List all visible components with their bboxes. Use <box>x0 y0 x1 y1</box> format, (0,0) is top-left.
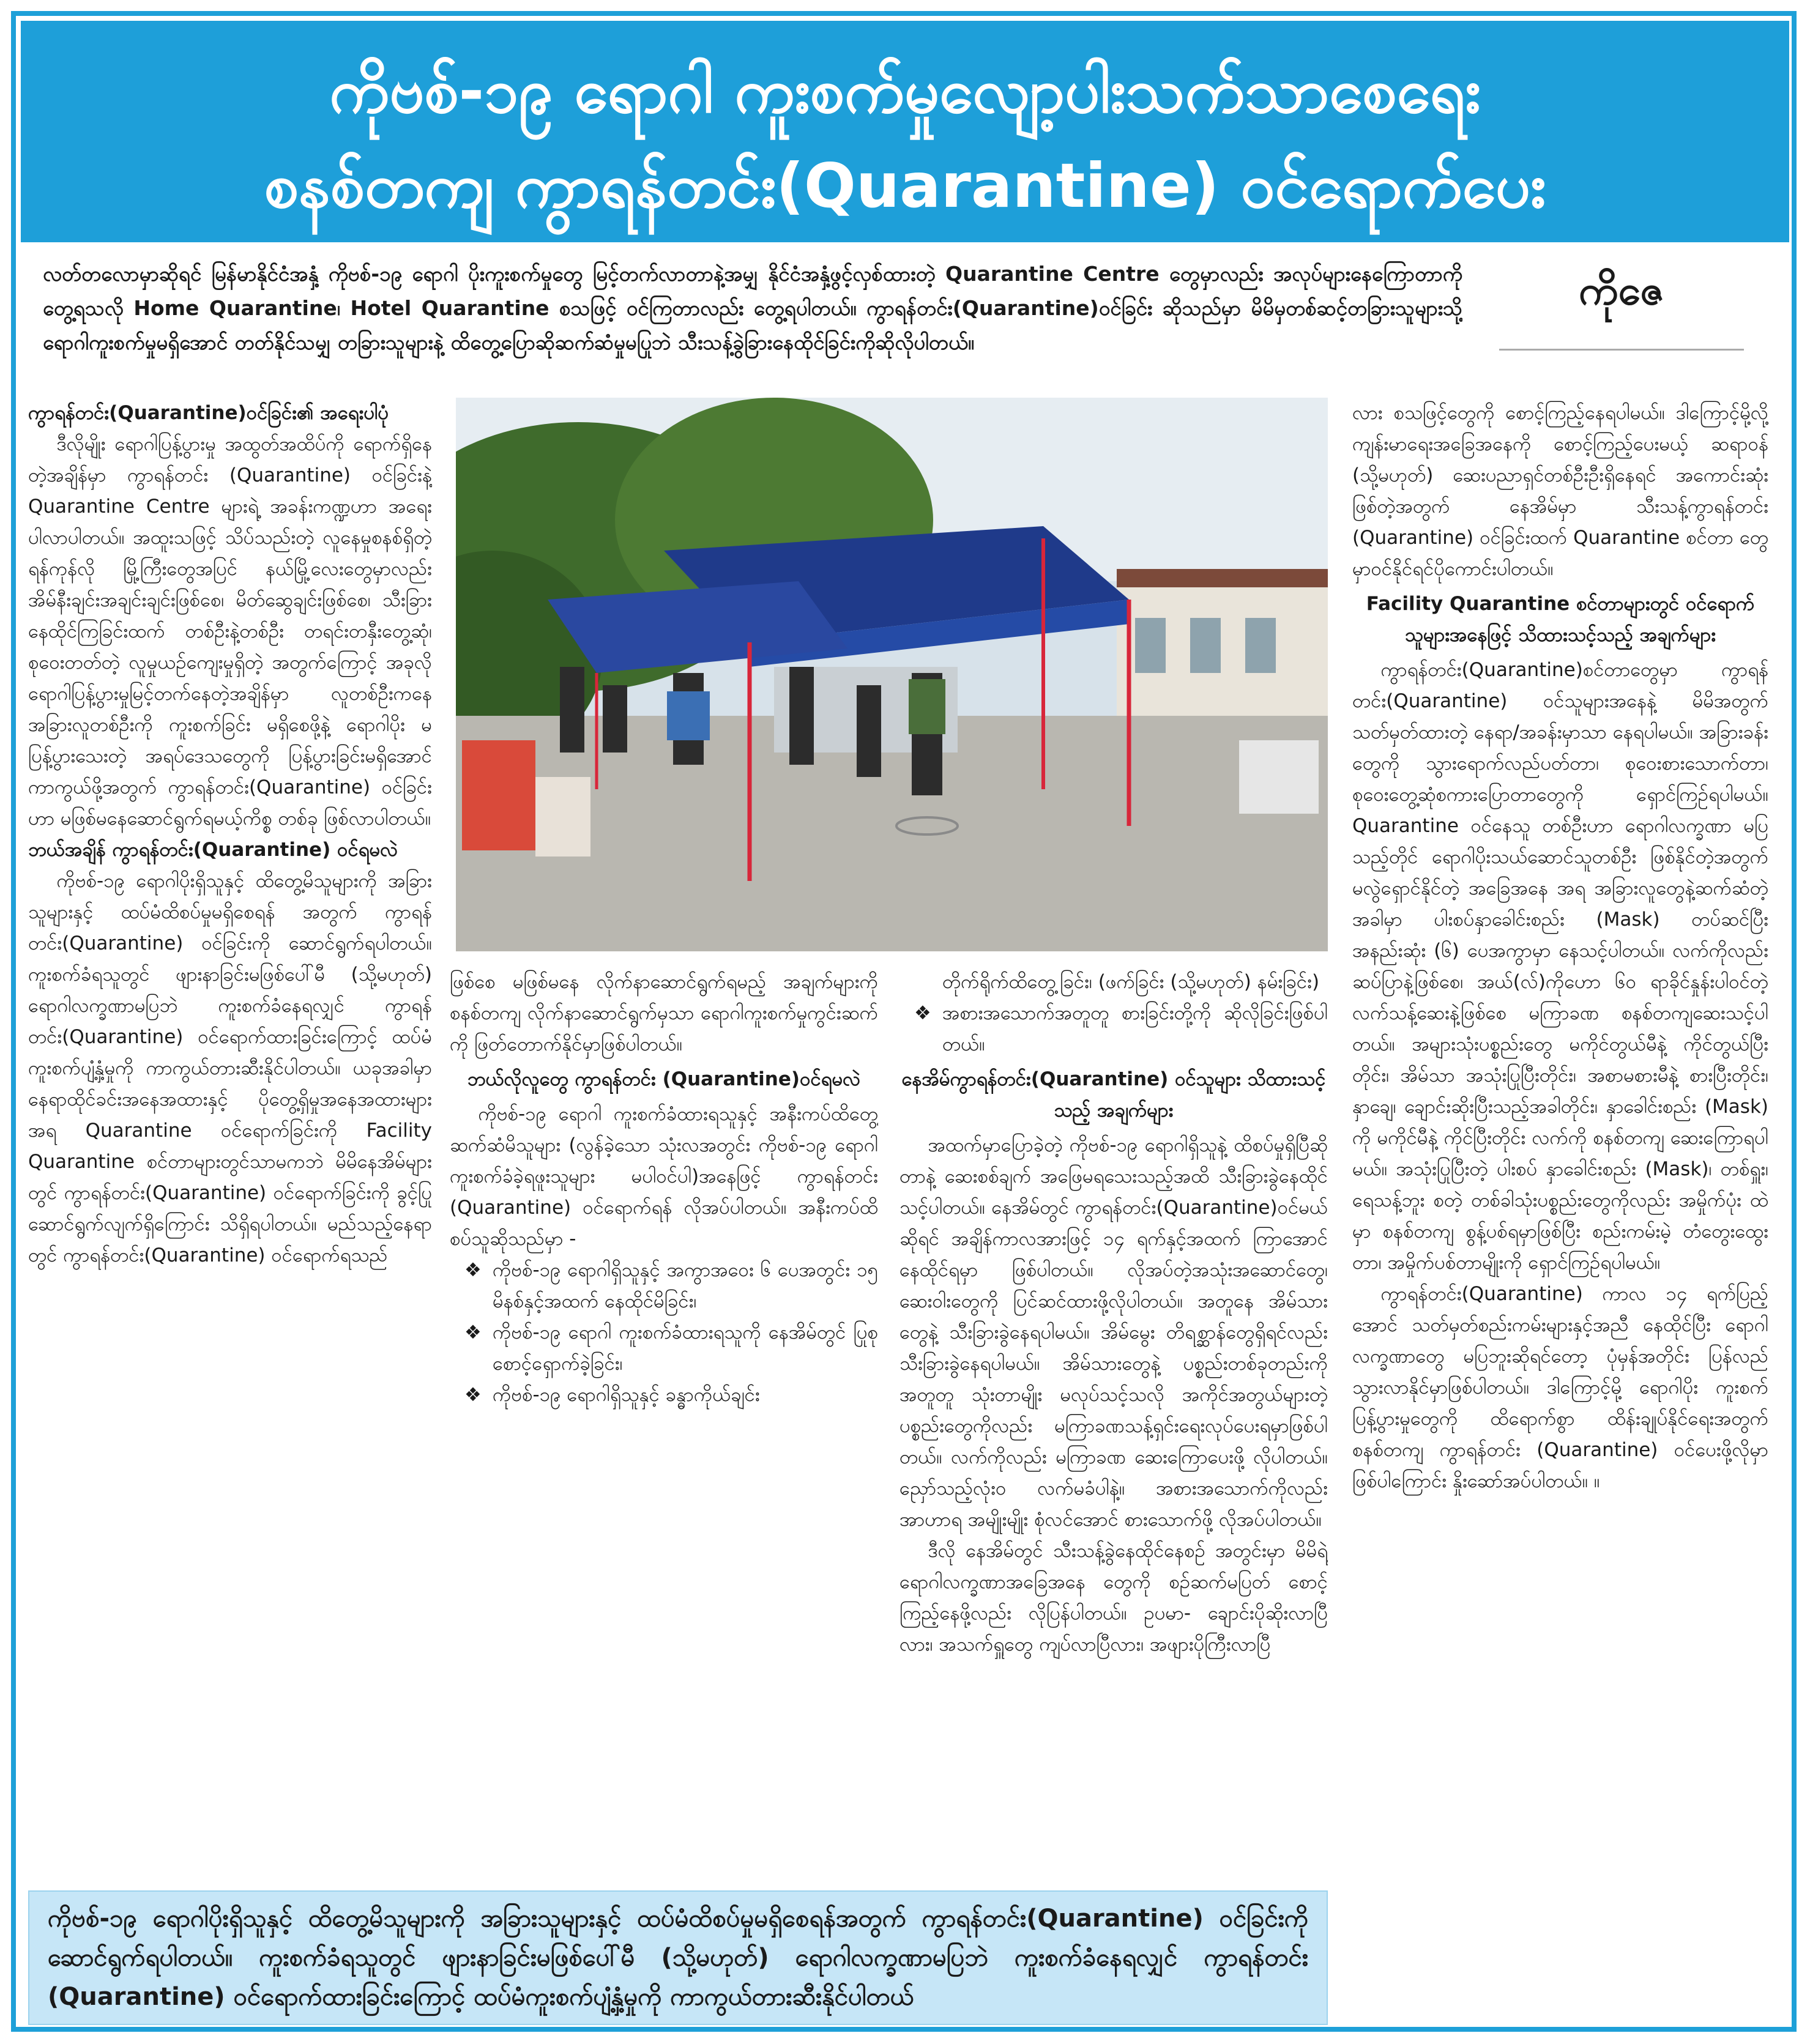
column-4 <box>1352 398 1768 2007</box>
list-item-text: အစားအသောက်အတူတူ စားခြင်းတို့ကို ဆိုလိုခြင်းဖြစ်ပါတယ်။ <box>942 1002 1328 1055</box>
headline-line-1: ကိုဗစ်-၁၉ ရောဂါ ကူးစက်မှုလျော့ပါးသက်သာစေရေး <box>329 55 1481 127</box>
list-item <box>450 1255 878 1317</box>
diamond-bullet-icon: ❖ <box>464 1259 482 1281</box>
paragraph: ဖြစ်စေ မဖြစ်မနေ လိုက်နာဆောင်ရွက်ရမည့် အချက်များကို စနစ်တကျ လိုက်နာဆောင်ရွက်မှသာ ရောဂါကူးစက်မှုကွင်းဆက်ကို ဖြတ်တောက်နိုင်မှာဖြစ်ပါတယ်။ <box>450 971 878 1055</box>
pull-quote-text: ကိုဗစ်-၁၉ ရောဂါပိုးရှိသူနှင့် ထိတွေ့မိသူများကို အခြားသူများနှင့် ထပ်မံထိစပ်မှုမရှိစေရန်အတွက် ကွာရန်တင်း(Quarantine) ဝင်ခြင်းကို ဆောင်ရွက်ရပါတယ်။ ကူးစက်ခံရသူတွင် ဖျားနာခြင်းမဖြစ်ပေါ်မီ (သို့မဟုတ်) ရောဂါလက္ခဏာမပြဘဲ ကူးစက်ခံနေရလျှင် ကွာရန်တင်း (Quarantine) ဝင်ရောက်ထားခြင်းကြောင့် ထပ်မံကူးစက်ပျံ့နှံ့မှုကို ကာကွယ်တားဆီးနိုင်ပါတယ် <box>48 1905 1308 2011</box>
article-header <box>21 21 1789 242</box>
lede-text: လတ်တလောမှာဆိုရင် မြန်မာနိုင်ငံအနှံ့ ကိုဗစ်-၁၉ ရောဂါ ပိုးကူးစက်မှုတွေ မြင့်တက်လာတာနဲ့အမျှ နိုင်ငံအနှံ့ဖွင့်လှစ်ထားတဲ့ Quarantine Centre တွေမှာလည်း အလုပ်များနေကြောတာကို တွေ့ရသလို Home Quarantine၊ Hotel Quarantine စသဖြင့် ဝင်ကြတာလည်း တွေ့ရပါတယ်။ ကွာရန်တင်း(Quarantine)ဝင်ခြင်း ဆိုသည်မှာ မိမိမှတစ်ဆင့်တခြားသူများသို့ ရောဂါကူးစက်မှုမရှိအောင် တတ်နိုင်သမျှ တခြားသူများနဲ့ ထိတွေ့ပြောဆိုဆက်ဆံမှုမပြုဘဲ သီးသန့်ခွဲခြားနေထိုင်ခြင်းကိုဆိုလိုပါတယ်။ <box>43 262 1462 354</box>
list-item <box>899 998 1328 1060</box>
author-name: ကိုဇေ <box>1579 267 1664 314</box>
paragraph: ကွာရန်တင်း(Quarantine)စင်တာတွေမှာ ကွာရန်တင်း(Quarantine) ဝင်သူများအနေနဲ့ မိမိအတွက် သတ်မှတ်ထားတဲ့ နေရာ/အခန်းမှာသာ နေရပါမယ်။ အခြားခန်းတွေကို သွားရောက်လည်ပတ်တာ၊ စုဝေးစားသောက်တာ၊ စုဝေးတွေ့ဆုံစကားပြောတာတွေကို ရှောင်ကြဉ်ရပါမယ်။ Quarantine ဝင်နေသူ တစ်ဦးဟာ ရောဂါလက္ခဏာ မပြသည့်တိုင် ရောဂါပိုးသယ်ဆောင်သူတစ်ဦး ဖြစ်နိုင်တဲ့အတွက် မလွဲရှောင်နိုင်တဲ့ အခြေအနေ အရ အခြားလူတွေနဲ့ဆက်ဆံတဲ့အခါမှာ ပါးစပ်နှာခေါင်းစည်း (Mask) တပ်ဆင်ပြီး အနည်းဆုံး (၆) ပေအကွာမှာ နေသင့်ပါတယ်။ လက်ကိုလည်း ဆပ်ပြာနဲ့ဖြစ်စေ၊ အယ်(လ်)ကိုဟော ၆ဝ ရာခိုင်နှုန်းပါဝင်တဲ့ လက်သန့်ဆေးနဲ့ဖြစ်စေ မကြာခဏ စနစ်တကျဆေးသင့်ပါတယ်။ အများသုံးပစ္စည်းတွေ မကိုင်တွယ်မီနဲ့ ကိုင်တွယ်ပြီးတိုင်း၊ အိမ်သာ အသုံးပြုပြီးတိုင်း၊ အစာမစားမီနဲ့ စားပြီးတိုင်း၊ နှာချေ၊ ချောင်းဆိုးပြီးသည့်အခါတိုင်း၊ နှာခေါင်းစည်း (Mask) ကို မကိုင်မီနဲ့ ကိုင်ပြီးတိုင်း လက်ကို စနစ်တကျ ဆေးကြောရပါမယ်။ အသုံးပြုပြီးတဲ့ ပါးစပ် နှာခေါင်းစည်း (Mask)၊ တစ်ရှူး၊ ရေသန့်ဘူး စတဲ့ တစ်ခါသုံးပစ္စည်းတွေကိုလည်း အမှိုက်ပုံး ထဲမှာ စနစ်တကျ စွန့်ပစ်ရမှာဖြစ်ပြီး စည်းကမ်းမဲ့ တံတွေးထွေးတာ၊ အမှိုက်ပစ်တာမျိုးကို ရှောင်ကြဉ်ရပါမယ်။ <box>1352 659 1768 1274</box>
headline-line-2: စနစ်တကျ ကွာရန်တင်း(Quarantine) ဝင်ရောက်ပေး <box>264 150 1546 221</box>
article-lede <box>43 257 1462 361</box>
byline-divider <box>1499 349 1744 351</box>
list-item-text: ကိုဗစ်-၁၉ ရောဂါရှိသူနှင့် ခန္ဓာကိုယ်ချင်း <box>493 1384 760 1406</box>
subheading-facility-quarantine: Facility Quarantine စင်တာများတွင် ဝင်ရောက်သူများအနေဖြင့် သိထားသင့်သည့် အချက်များ <box>1366 593 1755 646</box>
news-photo-quarantine-tents <box>456 398 1328 951</box>
column-2 <box>450 967 878 1878</box>
list-item-continuation: တိုက်ရိုက်ထိတွေ့ခြင်း၊ (ဖက်ခြင်း (သို့မဟုတ်) နမ်းခြင်း) <box>942 971 1320 993</box>
diamond-bullet-icon: ❖ <box>914 1002 931 1024</box>
diamond-bullet-icon: ❖ <box>464 1384 482 1406</box>
pull-quote-box <box>28 1890 1328 2025</box>
paragraph: ကိုဗစ်-၁၉ ရောဂါပိုးရှိသူနှင့် ထိတွေ့မိသူများကို အခြားသူများနှင့် ထပ်မံထိစပ်မှုမရှိစေရန် အတွက် ကွာရန်တင်း(Quarantine) ဝင်ခြင်းကို ဆောင်ရွက်ရပါတယ်။ ကူးစက်ခံရသူတွင် ဖျားနာခြင်းမဖြစ်ပေါ်မီ (သို့မဟုတ်) ရောဂါလက္ခဏာမပြဘဲ ကူးစက်ခံနေရလျှင် ကွာရန်တင်း(Quarantine) ဝင်ရောက်ထားခြင်းကြောင့် ထပ်မံကူးစက်ပျံ့နှံ့မှုကို ကာကွယ်တားဆီးနိုင်ပါတယ်။ ယခုအခါမှာ နေရာထိုင်ခင်းအနေအထားနှင့် ပိုတွေ့ရှိမှုအနေအထားများအရ Quarantine ဝင်ရောက်ခြင်းကို Facility Quarantine စင်တာများတွင်သာမကဘဲ မိမိနေအိမ်များတွင် ကွာရန်တင်း(Quarantine) ဝင်ရောက်ခြင်းကို ခွင့်ပြုဆောင်ရွက်လျက်ရှိကြောင်း သိရှိရပါတယ်။ မည်သည့်နေရာတွင် ကွာရန်တင်း(Quarantine) ဝင်ရောက်ရသည် <box>28 870 432 1266</box>
paragraph: ကိုဗစ်-၁၉ ရောဂါ ကူးစက်ခံထားရသူနှင့် အနီးကပ်ထိတွေ့ဆက်ဆံမိသူများ (လွန်ခဲ့သော သုံးလအတွင်း ကိုဗစ်-၁၉ ရောဂါ ကူးစက်ခံခဲ့ရဖူးသူများ မပါဝင်ပါ)အနေဖြင့် ကွာရန်တင်း (Quarantine) ဝင်ရောက်ရန် လိုအပ်ပါတယ်။ အနီးကပ်ထိစပ်သူဆိုသည်မှာ - <box>450 1103 878 1250</box>
photo-illustration <box>456 398 1328 951</box>
subheading-when: ဘယ်အချိန် ကွာရန်တင်း(Quarantine) ဝင်ရမလဲ <box>28 839 398 861</box>
column-3 <box>899 967 1328 2007</box>
paragraph: ဒီလိုမျိုး ရောဂါပြန့်ပွားမှု အထွတ်အထိပ်ကို ရောက်ရှိနေတဲ့အချိန်မှာ ကွာရန်တင်း (Quarantine) ဝင်ခြင်းနဲ့ Quarantine Centre များရဲ့ အခန်းကဏ္ဍဟာ အရေးပါလာပါတယ်။ အထူးသဖြင့် သိပ်သည်းတဲ့ လူနေမှုစနစ်ရှိတဲ့ ရန်ကုန်လို မြို့ကြီးတွေအပြင် နယ်မြို့လေးတွေမှာလည်း အိမ်နီးချင်းအချင်းချင်းဖြစ်စေ၊ မိတ်ဆွေချင်းဖြစ်စေ၊ သီးခြားနေထိုင်ကြခြင်းထက် တစ်ဦးနဲ့တစ်ဦး တရင်းတနှီးတွေ့ဆုံ၊ စုဝေးတတ်တဲ့ လူမှုယဉ်ကျေးမှုရှိတဲ့ အတွက်ကြောင့် အခုလို ရောဂါပြန့်ပွားမှုမြင့်တက်နေတဲ့အချိန်မှာ လူတစ်ဦးကနေ အခြားလူတစ်ဦးကို ကူးစက်ခြင်း မရှိစေဖို့နဲ့ ရောဂါပိုး မပြန့်ပွားသေးတဲ့ အရပ်ဒေသတွေကို ပြန့်ပွားခြင်းမရှိအောင် ကာကွယ်ဖို့အတွက် ကွာရန်တင်း(Quarantine) ဝင်ခြင်းဟာ မဖြစ်မနေဆောင်ရွက်ရမယ့်ကိစ္စ တစ်ခု ဖြစ်လာပါတယ်။ <box>28 433 432 830</box>
list-item-text: ကိုဗစ်-၁၉ ရောဂါရှိသူနှင့် အကွာအဝေး ၆ ပေအတွင်း ၁၅ မိနစ်နှင့်အထက် နေထိုင်မိခြင်း၊ <box>493 1259 878 1312</box>
list-item <box>450 1380 878 1411</box>
paragraph: လား စသဖြင့်တွေကို စောင့်ကြည့်နေရပါမယ်။ ဒါကြောင့်မို့လို့ ကျန်းမာရေးအခြေအနေကို စောင့်ကြည့်ပေးမယ့် ဆရာဝန် (သို့မဟုတ်) ဆေးပညာရှင်တစ်ဦးဦးရှိနေရင် အကောင်းဆုံး ဖြစ်တဲ့အတွက် နေအိမ်မှာ သီးသန့်ကွာရန်တင်း (Quarantine) ဝင်ခြင်းထက် Quarantine စင်တာ တွေမှာဝင်နိုင်ရင်ပိုကောင်းပါတယ်။ <box>1352 402 1768 580</box>
list-item-text: ကိုဗစ်-၁၉ ရောဂါ ကူးစက်ခံထားရသူကို နေအိမ်တွင် ပြုစုစောင့်ရှောက်ခဲ့ခြင်း၊ <box>493 1321 878 1375</box>
column-1 <box>28 398 432 1878</box>
close-contact-list-cont <box>899 998 1328 1060</box>
byline <box>1493 257 1750 351</box>
paragraph: ဒီလို နေအိမ်တွင် သီးသန့်ခွဲနေထိုင်နေစဉ် အတွင်းမှာ မိမိရဲ့ ရောဂါလက္ခဏာအခြေအနေ တွေကို စဉ်ဆက်မပြတ် စောင့်ကြည့်နေဖို့လည်း လိုပြန်ပါတယ်။ ဥပမာ- ချောင်းပိုဆိုးလာပြီလား၊ အသက်ရှူတွေ ကျပ်လာပြီလား၊ အဖျားပိုကြီးလာပြီ <box>899 1540 1328 1656</box>
subheading-home-quarantine: နေအိမ်ကွာရန်တင်း(Quarantine) ဝင်သူများ သိထားသင့်သည့် အချက်များ <box>901 1068 1326 1121</box>
paragraph: အထက်မှာပြောခဲ့တဲ့ ကိုဗစ်-၁၉ ရောဂါရှိသူနဲ့ ထိစပ်မှုရှိပြီဆိုတာနဲ့ ဆေးစစ်ချက် အဖြေမရသေးသည့်အထိ သီးခြားခွဲနေထိုင်သင့်ပါတယ်။ နေအိမ်တွင် ကွာရန်တင်း(Quarantine)ဝင်မယ်ဆိုရင် အချိန်ကာလအားဖြင့် ၁၄ ရက်နှင့်အထက် ကြာအောင် နေထိုင်ရမှာ ဖြစ်ပါတယ်။ လိုအပ်တဲ့အသုံးအဆောင်တွေ၊ ဆေးဝါးတွေကို ပြင်ဆင်ထားဖို့လိုပါတယ်။ အတူနေ အိမ်သားတွေနဲ့ သီးခြားခွဲနေရပါမယ်။ အိမ်မွေး တိရစ္ဆာန်တွေရှိရင်လည်း သီးခြားခွဲနေရပါမယ်။ အိမ်သားတွေနဲ့ ပစ္စည်းတစ်ခုတည်းကို အတူတူ သုံးတာမျိုး မလုပ်သင့်သလို အကိုင်အတွယ်များတဲ့ ပစ္စည်းတွေကိုလည်း မကြာခဏသန့်ရှင်းရေးလုပ်ပေးရမှာဖြစ်ပါတယ်။ လက်ကိုလည်း မကြာခဏ ဆေးကြောပေးဖို့ လိုပါတယ်။ ညှော်သည့်လုံးဝ လက်မခံပါနဲ့။ အစားအသောက်ကိုလည်း အာဟာရ အမျိုးမျိုး စုံလင်အောင် စားသောက်ဖို့ လိုအပ်ပါတယ်။ <box>899 1134 1328 1531</box>
close-contact-list <box>450 1255 878 1411</box>
subheading-who: ဘယ်လိုလူတွေ ကွာရန်တင်း (Quarantine)ဝင်ရမလဲ <box>467 1068 861 1090</box>
list-item <box>450 1317 878 1380</box>
paragraph: ကွာရန်တင်း(Quarantine) ကာလ ၁၄ ရက်ပြည့်အောင် သတ်မှတ်စည်းကမ်းများနှင့်အညီ နေထိုင်ပြီး ရောဂါလက္ခဏာတွေ မပြဘူးဆိုရင်တော့ ပုံမှန်အတိုင်း ပြန်လည်သွားလာနိုင်မှာဖြစ်ပါတယ်။ ဒါကြောင့်မို့ ရောဂါပိုး ကူးစက်ပြန့်ပွားမှုတွေကို ထိရောက်စွာ ထိန်းချုပ်နိုင်ရေးအတွက် စနစ်တကျ ကွာရန်တင်း (Quarantine) ဝင်ပေးဖို့လိုမှာ ဖြစ်ပါကြောင်း နှိုးဆော်အပ်ပါတယ်။ ။ <box>1352 1283 1768 1492</box>
subheading-importance: ကွာရန်တင်း(Quarantine)ဝင်ခြင်း၏ အရေးပါပုံ <box>28 402 389 424</box>
diamond-bullet-icon: ❖ <box>464 1321 482 1343</box>
